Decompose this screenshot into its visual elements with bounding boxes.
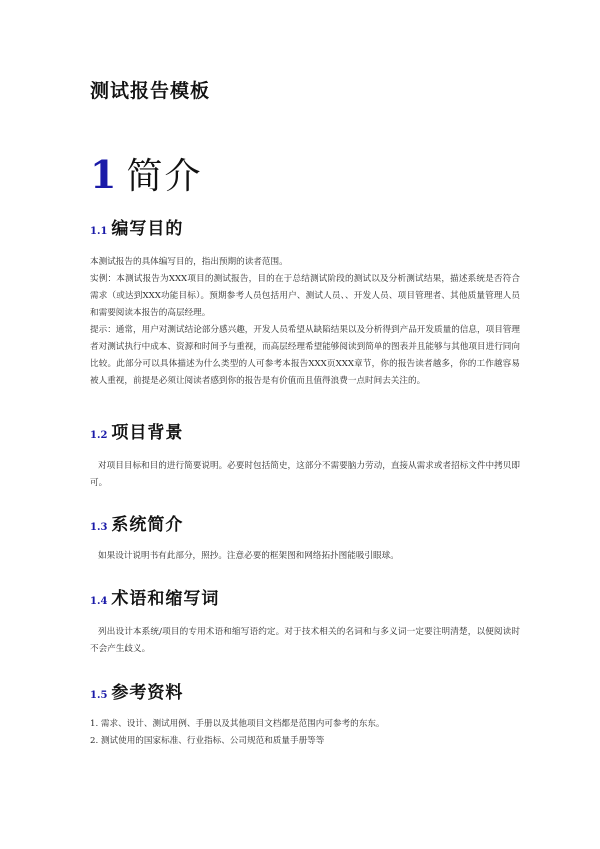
section-title: 编写目的	[111, 219, 184, 239]
section-number: 1.3	[90, 522, 108, 533]
section-title: 术语和缩写词	[111, 589, 220, 609]
section-number: 1.2	[90, 430, 108, 441]
section-body-background	[90, 458, 520, 492]
section-title: 参考资料	[111, 683, 184, 703]
section-number: 1.4	[90, 596, 108, 607]
section-heading-purpose	[90, 214, 183, 239]
paragraph: 实例：本测试报告为XXX项目的测试报告，目的在于总结测试阶段的测试以及分析测试结果，描述系统是否符合需求（或达到XXX功能目标）。预期参考人员包括用户、测试人员、、开发人员、项目管理者、其他质量管理人员和需要阅读本报告的高层经理。	[90, 274, 520, 318]
section-body-purpose	[90, 254, 520, 390]
paragraph: 如果设计说明书有此部分，照抄。注意必要的框架图和网络拓扑图能吸引眼球。	[98, 551, 399, 561]
section-number: 1.5	[90, 690, 108, 701]
paragraph: 对项目目标和目的进行简要说明。必要时包括简史，这部分不需要脑力劳动，直接从需求或者招标文件中拷贝即可。	[90, 461, 520, 488]
reference-list	[90, 716, 520, 750]
chapter-heading	[90, 148, 202, 199]
section-heading-terms	[90, 584, 219, 609]
section-heading-background	[90, 418, 183, 443]
list-item: 1. 需求、设计、测试用例、手册以及其他项目文档都是范围内可参考的东东。	[90, 719, 385, 729]
section-number: 1.1	[90, 226, 108, 237]
section-body-system-intro	[90, 548, 520, 565]
section-body-terms	[90, 624, 520, 658]
paragraph: 本测试报告的具体编写目的，指出预期的读者范围。	[90, 257, 288, 267]
section-heading-system-intro	[90, 510, 183, 535]
list-item: 2. 测试使用的国家标准、行业指标、公司规范和质量手册等等	[90, 736, 325, 746]
chapter-number: 1	[90, 152, 117, 197]
paragraph: 提示：通常，用户对测试结论部分感兴趣，开发人员希望从缺陷结果以及分析得到产品开发质量的信息，项目管理者对测试执行中成本、资源和时间予与重视，而高层经理希望能够阅读到简单的图表并且能够与其他项目进行同向比较。此部分可以具体描述为什么类型的人可参考本报告XXX页XXX章节，你的报告读者越多，你的工作越容易被人重视，前提是必须让阅读者感到你的报告是有价值而且值得浪费一点时间去关注的。	[90, 325, 520, 386]
section-heading-references	[90, 678, 183, 703]
section-title: 系统简介	[111, 515, 184, 535]
paragraph: 列出设计本系统/项目的专用术语和缩写语约定。对于技术相关的名词和与多义词一定要注明清楚，以便阅读时不会产生歧义。	[90, 627, 520, 654]
document-title: 测试报告模板	[90, 80, 211, 102]
section-title: 项目背景	[111, 423, 184, 443]
chapter-title: 简介	[126, 156, 203, 197]
